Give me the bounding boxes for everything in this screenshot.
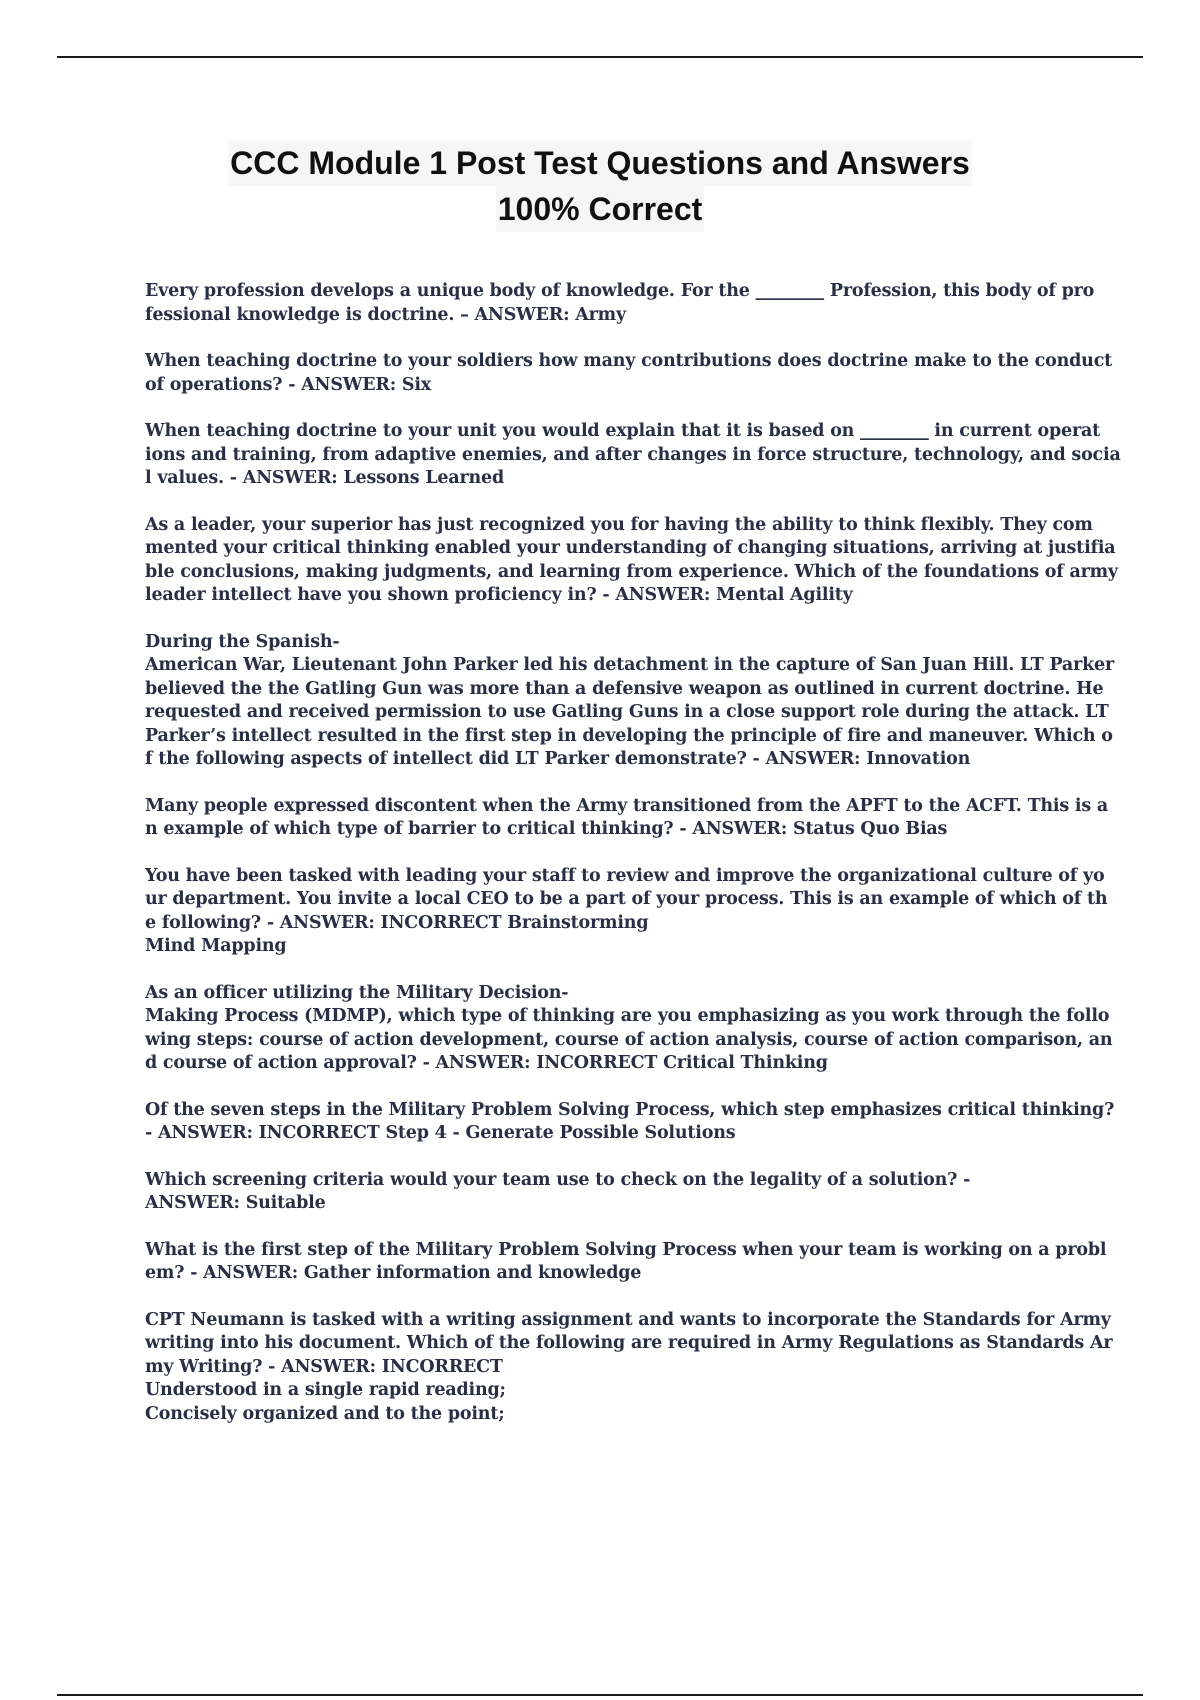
qa-line: ble conclusions, making judgments, and learning from experience. Which of the foundations of army <box>145 561 1118 582</box>
qa-line: Understood in a single rapid reading; <box>145 1380 506 1400</box>
qa-line: What is the first step of the Military Problem Solving Process when your team is working on a probl <box>145 1239 1107 1260</box>
qa-line: American War, Lieutenant John Parker led his detachment in the capture of San Juan Hill. LT Parker <box>145 655 1114 675</box>
qa-line: During the Spanish- <box>145 631 340 652</box>
qa-line: d course of action approval? - ANSWER: INCORRECT Critical Thinking <box>145 1053 828 1073</box>
qa-item <box>145 1239 1107 1286</box>
qa-item <box>145 420 1121 491</box>
qa-line: believed the the Gatling Gun was more than a defensive weapon as outlined in current doctrine. He <box>145 678 1104 699</box>
qa-line: fessional knowledge is doctrine. – ANSWER: Army <box>145 304 626 325</box>
qa-line: Which screening criteria would your team use to check on the legality of a solution? - <box>145 1169 971 1190</box>
qa-line: writing into his document. Which of the following are required in Army Regulations as Standards Ar <box>145 1333 1113 1353</box>
qa-item <box>145 865 1108 959</box>
qa-line: requested and received permission to use Gatling Guns in a close support role during the attack. LT <box>145 702 1109 722</box>
qa-line: ur department. You invite a local CEO to be a part of your process. This is an example of which of th <box>145 889 1108 909</box>
qa-line: Concisely organized and to the point; <box>145 1403 505 1424</box>
qa-line: e following? - ANSWER: INCORRECT Brainstorming <box>145 912 649 933</box>
qa-line: Of the seven steps in the Military Problem Solving Process, which step emphasizes critical thinking? <box>145 1099 1115 1120</box>
qa-line: ions and training, from adaptive enemies, and after changes in force structure, technology, and socia <box>145 444 1121 465</box>
qa-line: Every profession develops a unique body of knowledge. For the ________ Profession, this body of pro <box>145 281 1095 301</box>
qa-item <box>145 350 1113 397</box>
qa-line: wing steps: course of action development, course of action analysis, course of action comparison, an <box>145 1029 1113 1050</box>
qa-line: mented your critical thinking enabled your understanding of changing situations, arriving at justifia <box>145 538 1116 558</box>
qa-item <box>145 631 1114 772</box>
qa-line: - ANSWER: INCORRECT Step 4 - Generate Possible Solutions <box>145 1123 736 1143</box>
qa-line: n example of which type of barrier to critical thinking? - ANSWER: Status Quo Bias <box>145 819 948 839</box>
qa-line: Making Process (MDMP), which type of thinking are you emphasizing as you work through the follo <box>145 1006 1110 1026</box>
qa-item <box>145 280 1095 327</box>
qa-item <box>145 1169 1095 1216</box>
document-title-line-1: CCC Module 1 Post Test Questions and Answers <box>228 140 972 186</box>
qa-item <box>145 795 1109 842</box>
qa-line: em? - ANSWER: Gather information and knowledge <box>145 1263 642 1283</box>
qa-line: Parker’s intellect resulted in the first step in developing the principle of fire and maneuver. Which o <box>145 725 1113 746</box>
qa-line: l values. - ANSWER: Lessons Learned <box>145 468 505 488</box>
question-answer-list <box>145 280 1121 1449</box>
qa-item <box>145 982 1113 1076</box>
qa-line: When teaching doctrine to your unit you would explain that it is based on ________ in current operat <box>145 421 1100 441</box>
qa-line: ANSWER: Suitable <box>145 1193 326 1213</box>
qa-line: leader intellect have you shown proficiency in? - ANSWER: Mental Agility <box>145 585 853 605</box>
document-title <box>0 140 1200 232</box>
qa-line: CPT Neumann is tasked with a writing assignment and wants to incorporate the Standards for Army <box>145 1309 1111 1330</box>
qa-item <box>145 1099 1115 1146</box>
qa-line: As a leader, your superior has just recognized you for having the ability to think flexibly. They com <box>145 514 1093 535</box>
qa-item <box>145 514 1118 608</box>
qa-line: f the following aspects of intellect did LT Parker demonstrate? - ANSWER: Innovation <box>145 749 971 769</box>
qa-line: Mind Mapping <box>145 936 287 956</box>
qa-line: You have been tasked with leading your staff to review and improve the organizational culture of yo <box>145 865 1105 886</box>
qa-line: As an officer utilizing the Military Decision- <box>145 982 569 1003</box>
qa-item <box>145 1309 1113 1427</box>
footer-rule <box>57 1694 1143 1696</box>
qa-line: Many people expressed discontent when the Army transitioned from the APFT to the ACFT. This is a <box>145 795 1109 816</box>
qa-line: of operations? - ANSWER: Six <box>145 374 431 395</box>
qa-line: my Writing? - ANSWER: INCORRECT <box>145 1356 503 1377</box>
qa-line: When teaching doctrine to your soldiers how many contributions does doctrine make to the conduct <box>145 351 1113 371</box>
header-rule <box>57 56 1143 58</box>
document-title-line-2: 100% Correct <box>496 186 705 232</box>
